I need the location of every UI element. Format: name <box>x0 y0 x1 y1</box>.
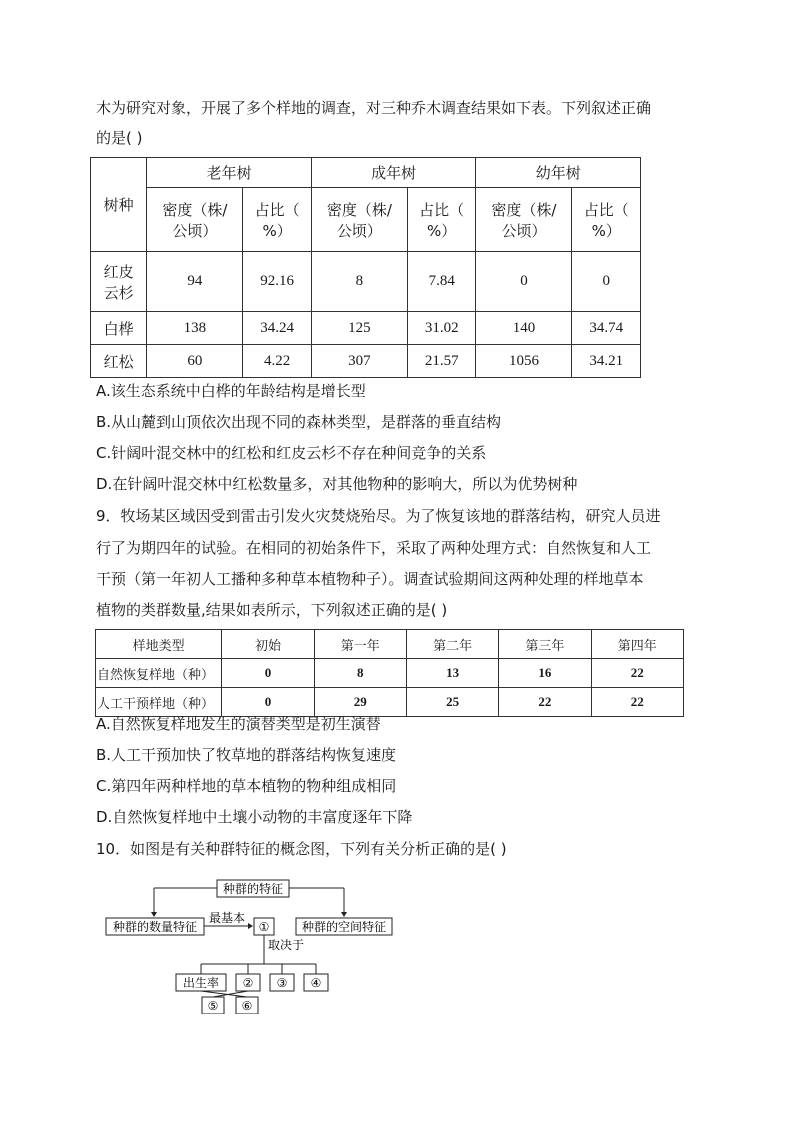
q9-option-a: A.自然恢复样地发生的演替类型是初生演替 <box>96 715 381 733</box>
q9-option-c: C.第四年两种样地的草本植物的物种组成相同 <box>96 777 397 795</box>
table-cell: 138 <box>147 312 243 345</box>
table-row <box>91 345 641 378</box>
table-cell: 22 <box>499 688 591 717</box>
table-cell: 16 <box>499 659 591 688</box>
diagram-edge-label: 最基本 <box>208 911 246 925</box>
table1-group-adult: 成年树 <box>311 158 476 188</box>
table-cell: 29 <box>314 688 406 717</box>
table1-species: 白桦 <box>91 312 147 345</box>
q9-stem-line-4: 植物的类群数量,结果如表所示，下列叙述正确的是( ) <box>96 601 448 619</box>
table-cell: 25 <box>406 688 498 717</box>
table-cell: 140 <box>476 312 572 345</box>
diagram-label-n5: ⑤ <box>207 999 219 1013</box>
table-row <box>96 688 684 717</box>
table-cell: 4.22 <box>243 345 311 378</box>
q8-option-c: C.针阔叶混交林中的红松和红皮云杉不存在种间竞争的关系 <box>96 444 487 462</box>
q9-stem-line-2: 行了为期四年的试验。在相同的初始条件下，采取了两种处理方式：自然恢复和人工 <box>96 539 652 557</box>
table2-header: 第三年 <box>499 630 591 659</box>
diagram-depends-label: 取决于 <box>268 938 305 952</box>
diagram-label-n3: ③ <box>276 976 288 990</box>
diagram-label-n2: ② <box>242 976 254 990</box>
table-cell: 0 <box>222 659 314 688</box>
table-row <box>96 630 684 659</box>
table-row <box>91 312 641 345</box>
q9-stem-line-3: 干预（第一年初人工播种多种草本植物种子）。调查试验期间这两种处理的样地草本 <box>96 570 644 588</box>
table-cell: 0 <box>222 688 314 717</box>
table-cell: 307 <box>311 345 407 378</box>
table-cell: 13 <box>406 659 498 688</box>
table1-subhead-density: 密度（株/ 公顷） <box>147 188 243 252</box>
table-cell: 0 <box>572 252 641 312</box>
table2-row-label: 人工干预样地（种） <box>96 688 222 717</box>
table1-species: 红皮 云杉 <box>91 252 147 312</box>
diagram-label-left: 种群的数量特征 <box>112 920 198 934</box>
diagram-label-center: ① <box>258 920 270 934</box>
table-cell: 8 <box>314 659 406 688</box>
population-concept-diagram <box>104 876 404 1014</box>
diagram-label-n4: ④ <box>310 976 322 990</box>
table-cell: 22 <box>591 659 683 688</box>
q10-stem: 10．如图是有关种群特征的概念图，下列有关分析正确的是( ) <box>96 840 507 858</box>
table1-subhead-ratio: 占比（ %） <box>572 188 641 252</box>
diagram-label-birth: 出生率 <box>182 976 220 990</box>
table-cell: 34.74 <box>572 312 641 345</box>
intro-line-2: 的是( ) <box>96 129 143 147</box>
table1-group-young: 幼年树 <box>476 158 641 188</box>
q9-option-d: D.自然恢复样地中土壤小动物的丰富度逐年下降 <box>96 808 413 826</box>
table-row <box>91 252 641 312</box>
table1-subhead-density: 密度（株/ 公顷） <box>311 188 407 252</box>
table-cell: 7.84 <box>407 252 475 312</box>
table1-corner: 树种 <box>91 158 147 252</box>
q8-option-a: A.该生态系统中白桦的年龄结构是增长型 <box>96 382 366 400</box>
table-cell: 21.57 <box>407 345 475 378</box>
table2-header: 第二年 <box>406 630 498 659</box>
table-row <box>96 659 684 688</box>
table-cell: 31.02 <box>407 312 475 345</box>
table2-header: 样地类型 <box>96 630 222 659</box>
q8-option-b: B.从山麓到山顶依次出现不同的森林类型，是群落的垂直结构 <box>96 413 502 431</box>
table2-header: 第一年 <box>314 630 406 659</box>
table2-header: 第四年 <box>591 630 683 659</box>
table-cell: 34.21 <box>572 345 641 378</box>
intro-line-1: 木为研究对象，开展了多个样地的调查，对三种乔木调查结果如下表。下列叙述正确 <box>96 99 652 117</box>
table-cell: 34.24 <box>243 312 311 345</box>
table1-subhead-density: 密度（株/ 公顷） <box>476 188 572 252</box>
table-cell: 125 <box>311 312 407 345</box>
table2-header: 初始 <box>222 630 314 659</box>
tree-survey-table <box>90 157 641 378</box>
table-cell: 92.16 <box>243 252 311 312</box>
table2-row-label: 自然恢复样地（种） <box>96 659 222 688</box>
diagram-label-right: 种群的空间特征 <box>301 920 387 934</box>
table-cell: 94 <box>147 252 243 312</box>
q8-option-d: D.在针阔叶混交林中红松数量多，对其他物种的影响大，所以为优势树种 <box>96 475 578 493</box>
table1-subhead-ratio: 占比（ %） <box>407 188 475 252</box>
table-cell: 8 <box>311 252 407 312</box>
table-cell: 1056 <box>476 345 572 378</box>
table1-species: 红松 <box>91 345 147 378</box>
table-cell: 0 <box>476 252 572 312</box>
q9-stem-line-1: 9．牧场某区域因受到雷击引发火灾焚烧殆尽。为了恢复该地的群落结构，研究人员进 <box>96 507 661 525</box>
q9-option-b: B.人工干预加快了牧草地的群落结构恢复速度 <box>96 746 397 764</box>
table-cell: 60 <box>147 345 243 378</box>
table1-subhead-ratio: 占比（ %） <box>243 188 311 252</box>
diagram-label-top: 种群的特征 <box>222 882 284 896</box>
table1-group-old: 老年树 <box>147 158 312 188</box>
table-cell: 22 <box>591 688 683 717</box>
plot-recovery-table <box>95 629 684 717</box>
diagram-label-n6: ⑥ <box>241 999 253 1013</box>
